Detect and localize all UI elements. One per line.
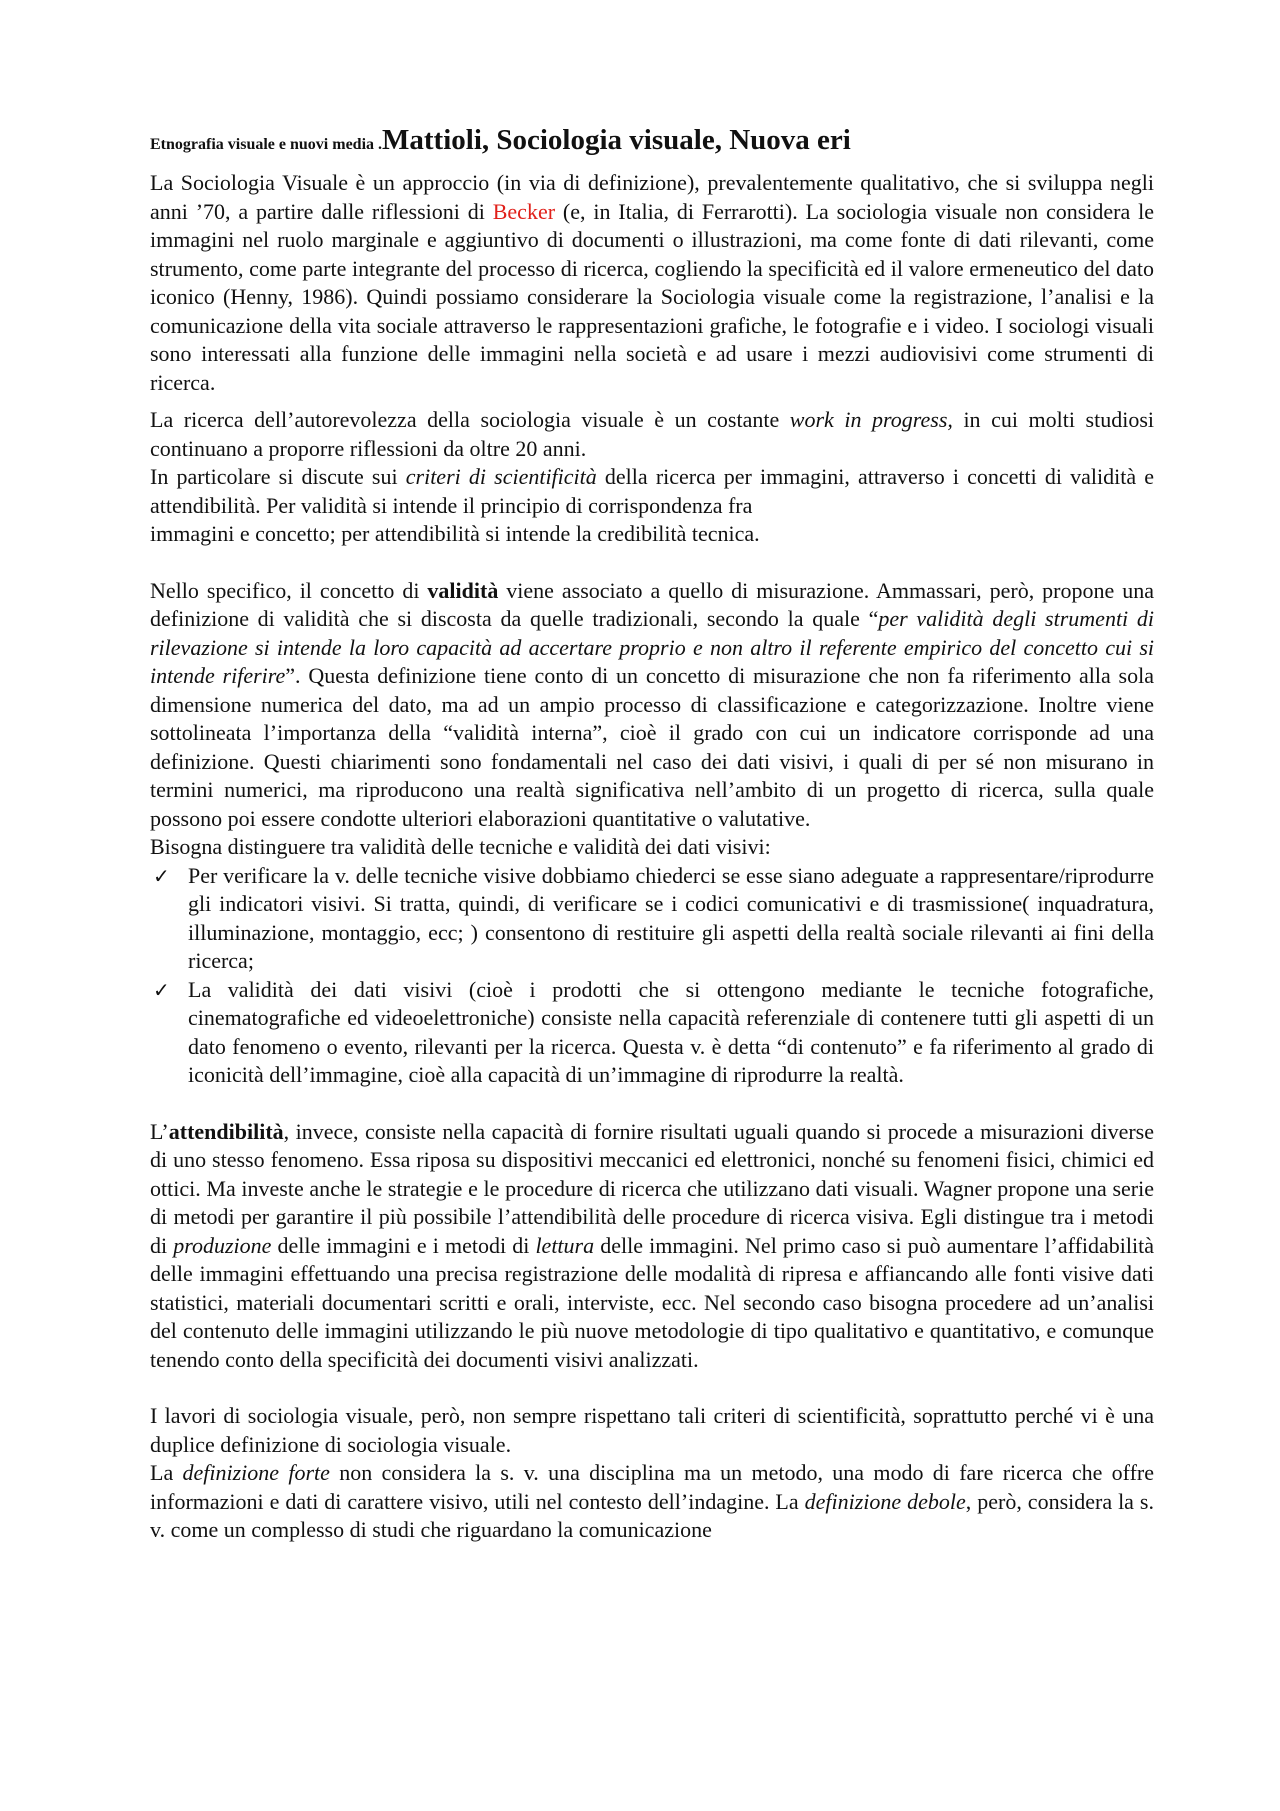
paragraph-reliability [150,1118,1154,1375]
text-run: delle immagini. Nel primo caso si può aumentare l’affidabilità delle immagini effettuando una precisa registrazione delle modalità di ripresa e affiancando alle fonti visive dati statistici, materiali documentari scritti e orali, interviste, ecc. Nel secondo caso bisogna procedere ad un’analisi del contenuto delle immagini utilizzando le più nuove metodologie di tipo qualitativo e quantitativo, e comunque tenendo conto della specificità dei documenti visivi analizzati. [150,1232,1154,1372]
text-run: viene associato a quello di misurazione. Ammassari, però, propone una definizione di validità che si discosta da quelle tradizionali, secondo la quale “ [150,577,1154,631]
text-run: della ricerca per immagini, attraverso i concetti di validità e attendibilità. Per validità si intende il principio di corrispondenza fra [150,464,1155,518]
text-run: La Sociologia Visuale è un approccio (in via di definizione), prevalentemente qualitativo, che si sviluppa negli anni ’70, a partire dalle riflessioni di [150,170,1154,224]
emphasis: lettura [535,1232,595,1258]
text-run: La ricerca dell’autorevolezza della sociologia visuale è un costante [150,407,790,432]
check-list [150,862,1154,1090]
document-heading [150,120,1154,165]
text-run: immagini e concetto; per attendibilità si intende la credibilità tecnica. [150,521,760,546]
paragraph-distinction: Bisogna distinguere tra validità delle tecniche e validità dei dati visivi: [150,834,771,859]
strong-term: validità [427,577,499,603]
becker-link[interactable]: Becker [492,198,556,224]
text-run: In particolare si discute sui [150,464,406,489]
emphasis: work in progress, [789,407,953,432]
text-run: ”. Questa definizione tiene conto di un concetto di misurazione che non fa riferimento alla sola dimensione numerica del dato, ma ad un ampio processo di classificazione e categorizzazione. Inoltre viene sottolineata l’importanza della “validità interna”, cioè il grado con cui un indicatore corrisponde ad una definizione. Questi chiarimenti sono fondamentali nel caso dei dati visivi, i quali di per sé non misurano in termini numerici, ma riproducono una realtà significativa nell’ambito di un progetto di ricerca, sulla quale possono poi essere condotte ulteriori elaborazioni quantitative o valutative. [150,663,1154,831]
heading-title: Mattioli, Sociologia visuale, Nuova eri [382,124,851,156]
emphasis: criteri di scientificità [405,464,597,489]
paragraph-definitions [150,1459,1154,1545]
paragraph-authority [150,406,1154,463]
paragraph-intro [150,169,1154,397]
list-item-text: La validità dei dati visivi (cioè i prodotti che si ottengono mediante le tecniche fotografiche, cinematografiche ed videoelettroniche) consiste nella capacità referenziale di contenere tutti gli aspetti di un dato fenomeno o evento, rilevanti per la ricerca. Questa v. è detta “di contenuto” e fa riferimento al grado di iconicità dell’immagine, cioè alla capacità di un’immagine di riprodurre la realtà. [188,976,1154,1087]
emphasis: produzione [173,1232,272,1258]
text-run: , invece, consiste nella capacità di fornire risultati uguali quando si procede a misurazioni diverse di uno stesso fenomeno. Essa riposa su dispositivi meccanici ed elettronici, nonché su fenomeni fisici, chimici ed ottici. Ma investe anche le strategie e le procedure di ricerca che utilizzano dati visuali. Wagner propone una serie di metodi per garantire il più possibile l’attendibilità delle procedure di ricerca visiva. Egli distingue tra i metodi di [150,1118,1154,1258]
emphasis: definizione forte [182,1460,330,1485]
text-run: Nello specifico, il concetto di [150,577,428,603]
document-body [150,120,1154,1545]
text-run: L’ [150,1118,169,1144]
emphasis: definizione debole [804,1488,966,1514]
strong-term: attendibilità [168,1118,284,1144]
heading-course: Etnografia visuale e nuovi media . [150,136,383,153]
check-icon: ✓ [153,863,170,888]
list-item [150,976,1154,1090]
text-run: , però, considera la s. v. come un complesso di studi che riguardano la comunicazione [150,1488,1154,1542]
paragraph-criteria [150,463,1154,549]
paragraph-validity [150,577,1154,834]
text-run: non considera la s. v. una disciplina ma un metodo, una modo di fare ricerca che offre informazioni e dati di carattere visivo, utili nel contesto dell’indagine. La [150,1460,1155,1514]
text-run: La [150,1460,183,1485]
list-item-text: Per verificare la v. delle tecniche visive dobbiamo chiederci se esse siano adeguate a rappresentare/riprodurre gli indicatori visivi. Si tratta, quindi, di verificare se i codici comunicativi e di trasmissione( inquadratura, illuminazione, montaggio, ecc; ) consentono di restituire gli aspetti della realtà sociale rilevanti ai fini della ricerca; [188,862,1154,973]
check-icon: ✓ [153,977,170,1002]
paragraph-works: I lavori di sociologia visuale, però, non sempre rispettano tali criteri di scientificità, soprattutto perché vi è una duplice definizione di sociologia visuale. [150,1403,1154,1457]
emphasis: per validità degli strumenti di rilevazione si intende la loro capacità ad accertare proprio e non altro il referente empirico del concetto cui si intende riferire [150,606,1154,688]
list-item [150,862,1154,976]
text-run: in cui molti studiosi continuano a proporre riflessioni da oltre 20 anni. [150,407,1154,461]
text-run: delle immagini e i metodi di [271,1232,536,1258]
text-run: (e, in Italia, di Ferrarotti). La sociologia visuale non considera le immagini nel ruolo marginale e aggiuntivo di documenti o illustrazioni, ma come fonte di dati rilevanti, come strumento, come parte integrante del processo di ricerca, cogliendo la specificità ed il valore ermeneutico del dato iconico (Henny, 1986). Quindi possiamo considerare la Sociologia visuale come la registrazione, l’analisi e la comunicazione della vita sociale attraverso le rappresentazioni grafiche, le fotografie e i video. I sociologi visuali sono interessati alla funzione delle immagini nella società e ad usare i mezzi audiovisivi come strumenti di ricerca. [150,198,1154,395]
